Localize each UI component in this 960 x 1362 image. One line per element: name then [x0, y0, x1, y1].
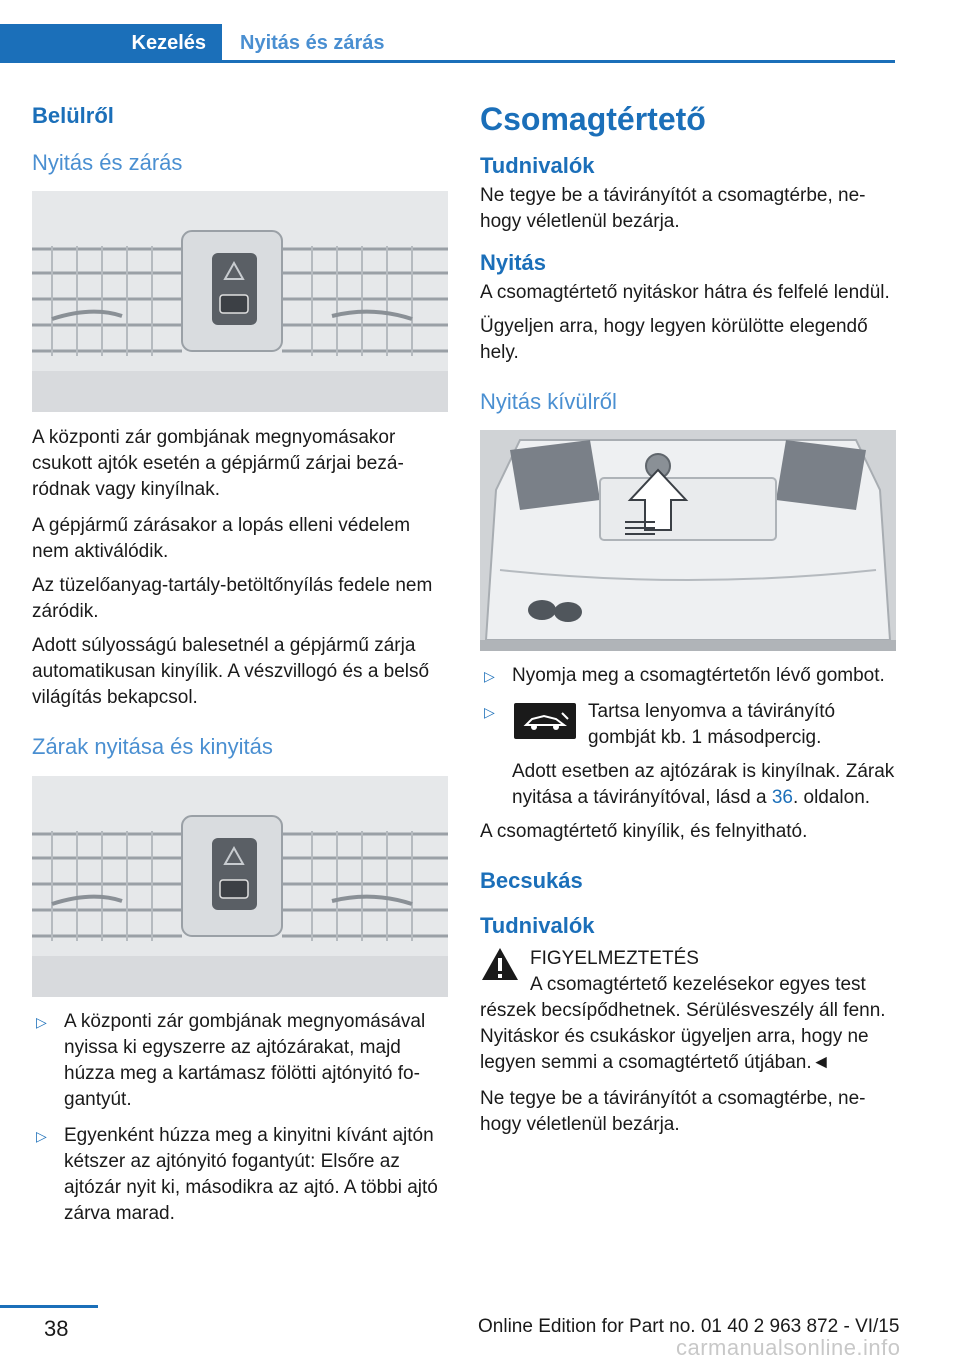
- remote-trunk-button-icon: [514, 703, 576, 739]
- dashboard-vents-illustration: [32, 191, 448, 412]
- dashboard-vents-illustration-2: [32, 776, 448, 997]
- bullet-list-unlocking: [32, 1009, 448, 1227]
- central-lock-button-image: [32, 191, 448, 412]
- paragraph-remote-unlock: Adott esetben az ajtózárak is kinyílnak. Zárak nyitása a távirányítóval, lásd a 36. oldalon.: [512, 761, 895, 809]
- section-title-belulrol: Belülről: [32, 103, 114, 128]
- list-item: ▷ Egyenként húzza meg a kinyitni kívánt ajtón kétszer az ajtónyitó fogantyút: Elsőre az ajtózár nyit ki, másodikra az ajtó. A többi ajtó zárva marad.: [36, 1124, 438, 1224]
- warning-triangle-icon: [480, 946, 520, 987]
- subheading-becsukas: Becsukás: [480, 868, 583, 894]
- paragraph-remote-warning-2: Ne tegye be a távirányítót a csomagtérbe, nehogy véletlenül bezárja.: [480, 1088, 866, 1136]
- triangle-bullet-icon: ▷: [36, 1127, 47, 1144]
- car-rear-illustration: [480, 430, 896, 651]
- header-divider: [0, 60, 895, 63]
- paragraph-accident-unlock: Adott súlyosságú balesetnél a gépjármű zárja automatikusan kinyílik. A vészvillogó és a belső világítás bekapcsol.: [32, 635, 430, 709]
- chapter-tab-kezeles[interactable]: Kezelés: [0, 24, 222, 62]
- list-item: ▷ Nyomja meg a csomagtértetőn lévő gombot.: [480, 663, 896, 689]
- section-title-csomagterteto: Csomagtértető: [480, 101, 706, 137]
- paragraph-trunk-swings: A csomagtértető nyitáskor hátra és felfelé lendül.: [480, 281, 890, 303]
- subheading-tudnivalok: Tudnivalók: [480, 153, 595, 179]
- warning-text: részek becsípődhetnek. Sérülésveszély áll fenn. Nyitáskor és csukáskor ügyeljen arra, hogy ne legyen semmi a csomagtértető útjában.◄: [480, 1000, 886, 1074]
- subheading-nyitas-es-zaras: Nyitás és zárás: [32, 149, 183, 175]
- subheading-tudnivalok-2: Tudnivalók: [480, 912, 595, 938]
- central-lock-button-image-2: [32, 776, 448, 997]
- bullet-list-opening: [480, 663, 896, 811]
- page-header: [0, 0, 960, 64]
- subheading-zarak-nyitasa: Zárak nyitása és kinyitás: [32, 734, 273, 760]
- subheading-nyitas-kivulrol: Nyitás kívülről: [480, 388, 617, 414]
- footer-divider: [0, 1305, 98, 1308]
- triangle-bullet-icon: ▷: [36, 1013, 47, 1030]
- warning-block: [480, 946, 896, 1076]
- site-watermark: carmanualsonline.info: [676, 1335, 901, 1360]
- warning-text-first-line: A csomagtértető kezelésekor egyes test: [530, 974, 866, 996]
- page-link-36[interactable]: 36: [771, 787, 793, 809]
- paragraph-trunk-opens: A csomagtértető kinyílik, és felnyitható.: [480, 821, 808, 843]
- trunk-button-image: [480, 430, 896, 651]
- left-column: [32, 96, 448, 1237]
- edition-footer: Online Edition for Part no. 01 40 2 963 872 - VI/15: [478, 1316, 900, 1337]
- triangle-bullet-icon: ▷: [484, 704, 495, 721]
- right-column: [480, 96, 896, 1138]
- list-item: ▷ A központi zár gombjának megnyomásával nyissa ki egyszerre az ajtózárakat, majd húzza meg a kartámasz fölötti ajtónyitó fogantyút.: [36, 1010, 426, 1110]
- paragraph-antitheft: A gépjármű zárásakor a lopás elleni védelem nem aktiválódik.: [32, 515, 411, 563]
- paragraph-remote-warning: Ne tegye be a távirányítót a csomagtérbe, nehogy véletlenül bezárja.: [480, 184, 866, 232]
- paragraph-central-lock: A központi zár gombjának megnyomásakor csukott ajtók esetén a gépjármű zárjai bezáródnak vagy kinyílnak.: [32, 427, 404, 501]
- paragraph-fuel-flap: Az tüzelőanyag-tartály-betöltőnyílás fedele nem záródik.: [32, 575, 433, 623]
- paragraph-enough-space: Ügyeljen arra, hogy legyen körülötte elegendő hely.: [480, 315, 868, 363]
- warning-title: FIGYELMEZTETÉS: [530, 948, 699, 970]
- triangle-bullet-icon: ▷: [484, 668, 495, 685]
- page-number: 38: [44, 1316, 69, 1341]
- list-item: ▷ Tartsa lenyomva a távirányító gombját kb. 1 másodpercig. Adott esetben az ajtózárak is kinyílnak. Zárak nyitása a távirányítóval, lásd a 36. oldalon.: [480, 699, 896, 811]
- subheading-nyitas: Nyitás: [480, 249, 547, 275]
- breadcrumb-section[interactable]: Nyitás és zárás: [240, 31, 385, 54]
